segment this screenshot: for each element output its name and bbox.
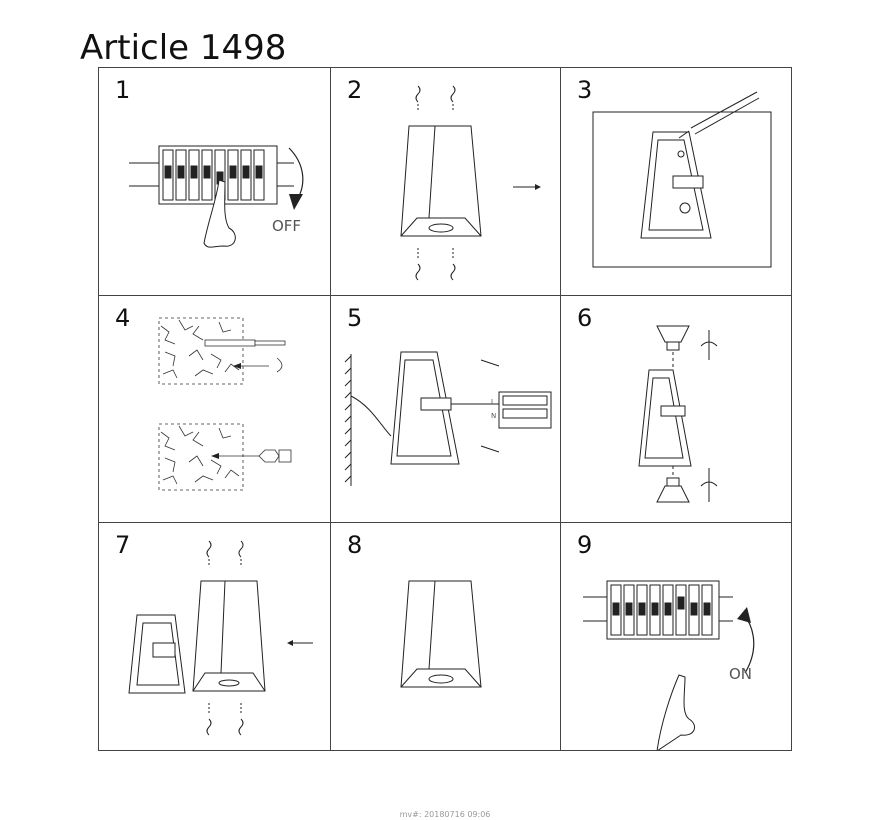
terminal-label-l: L [491, 398, 495, 406]
page-title: Article 1498 [80, 28, 287, 68]
on-label: ON [729, 665, 753, 683]
footer-stamp: mv#: 20180716 09:06 [399, 810, 491, 819]
step-4-panel [98, 295, 331, 523]
step-number: 9 [577, 531, 593, 559]
wiring-connection-illustration [331, 296, 561, 523]
housing-disassembly-illustration [331, 68, 561, 296]
off-label: OFF [272, 217, 302, 235]
step-1-panel [98, 67, 331, 296]
assembled-lamp-illustration [331, 523, 561, 751]
step-3-panel [560, 67, 792, 296]
terminal-label-n: N [491, 412, 497, 420]
step-2-panel [330, 67, 561, 296]
drill-and-plug-illustration [99, 296, 331, 523]
step-number: 1 [115, 76, 131, 104]
instruction-grid [98, 67, 792, 751]
mark-drill-holes-illustration [561, 68, 792, 296]
insert-bulbs-illustration [561, 296, 792, 523]
step-number: 2 [347, 76, 363, 104]
step-number: 4 [115, 304, 131, 332]
step-6-panel [560, 295, 792, 523]
breaker-on-illustration [561, 523, 792, 751]
step-5-panel [330, 295, 561, 523]
step-number: 8 [347, 531, 363, 559]
step-8-panel [330, 522, 561, 751]
step-7-panel [98, 522, 331, 751]
housing-reassembly-illustration [99, 523, 331, 751]
breaker-off-illustration [99, 68, 331, 296]
step-number: 7 [115, 531, 131, 559]
step-number: 6 [577, 304, 593, 332]
step-number: 5 [347, 304, 363, 332]
step-9-panel [560, 522, 792, 751]
step-number: 3 [577, 76, 593, 104]
